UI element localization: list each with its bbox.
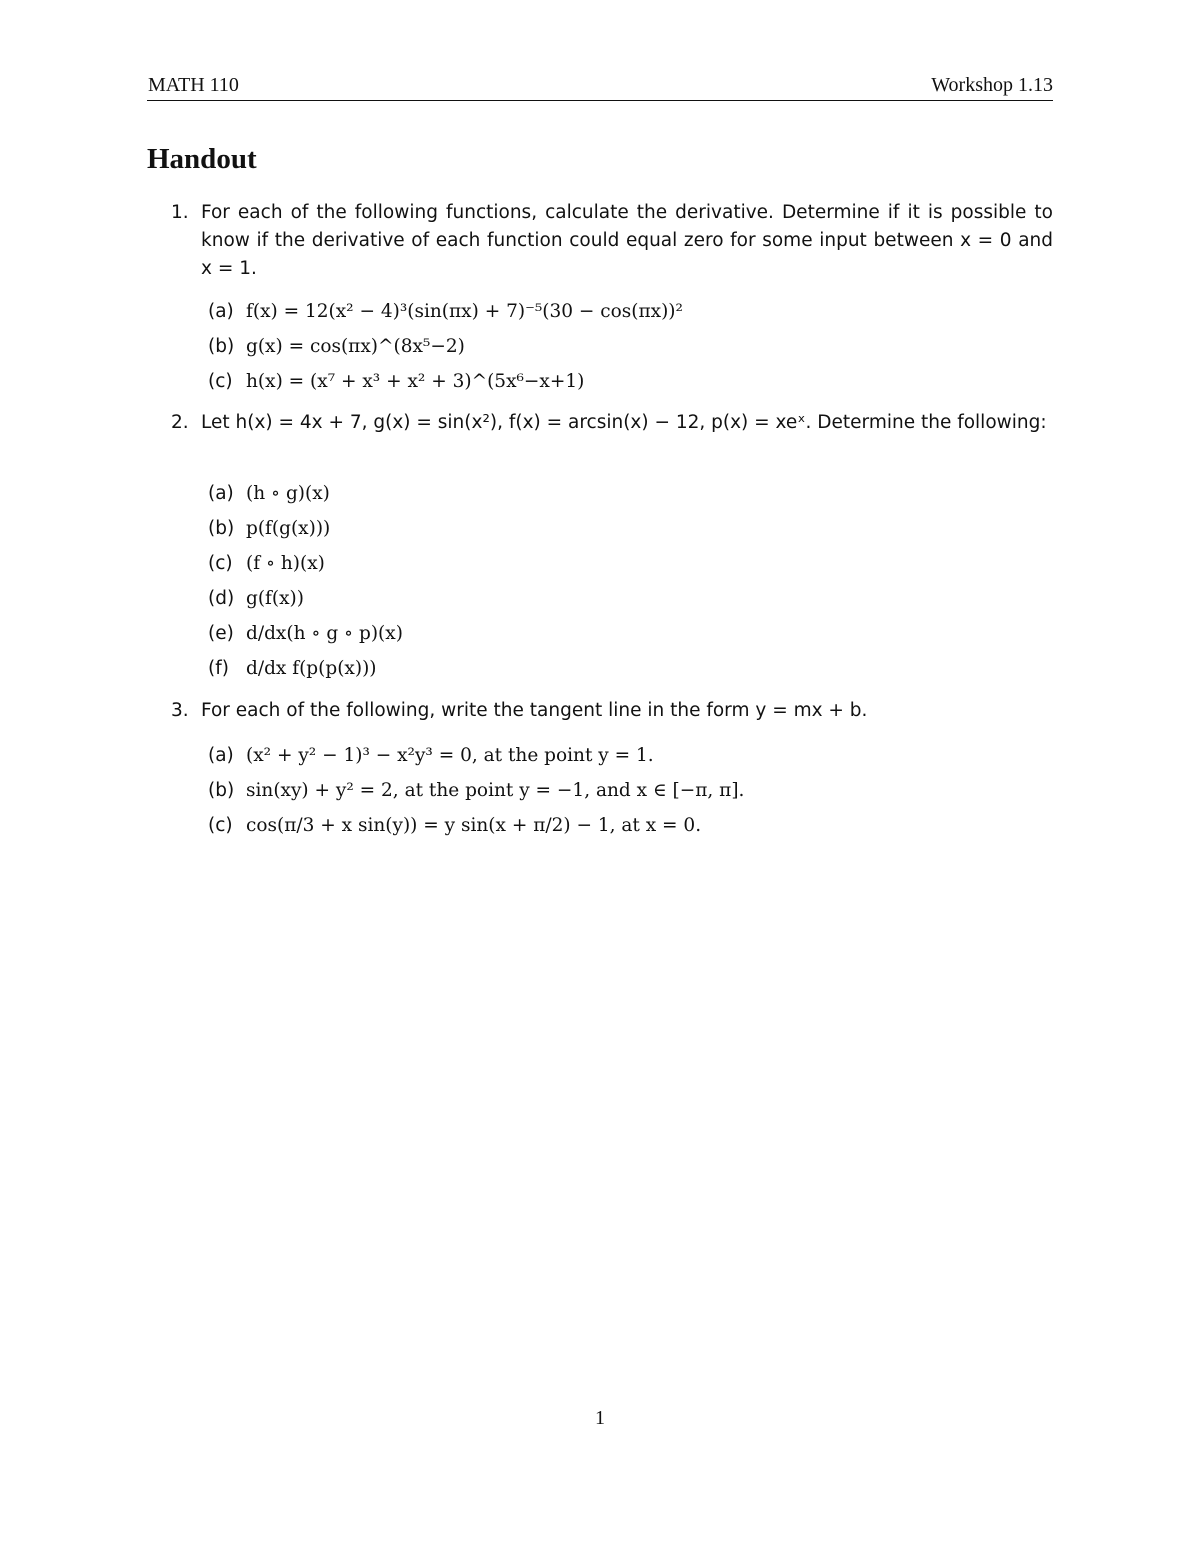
subitem-list — [208, 476, 1053, 686]
subitem — [208, 511, 1053, 546]
subitem-list — [208, 294, 1053, 399]
subitem — [208, 773, 1053, 808]
subitem-list — [208, 738, 1053, 843]
subitem-expression: sin(xy) + y² = 2, at the point y = −1, and x ∈ [−π, π]. — [246, 780, 745, 801]
subitem-expression: (f ∘ h)(x) — [246, 553, 325, 574]
problem-text: Let h(x) = 4x + 7, g(x) = sin(x²), f(x) = arcsin(x) − 12, p(x) = xeˣ. Determine the following: — [201, 412, 1047, 433]
subitem-expression: (h ∘ g)(x) — [246, 483, 330, 504]
header-workshop: Workshop 1.13 — [931, 74, 1053, 96]
problem-text: For each of the following, write the tangent line in the form y = mx + b. — [201, 700, 868, 721]
subitem-label: (a) — [208, 483, 234, 504]
subitem-expression: g(f(x)) — [246, 588, 304, 609]
problem-number: 2. — [171, 412, 189, 433]
problem-number: 1. — [171, 202, 189, 223]
subitem-label: (b) — [208, 780, 235, 801]
subitem — [208, 364, 1053, 399]
page-title: Handout — [147, 143, 257, 175]
subitem — [208, 546, 1053, 581]
header-rule — [147, 100, 1053, 101]
subitem-label: (a) — [208, 745, 234, 766]
subitem-expression: d/dx(h ∘ g ∘ p)(x) — [246, 623, 403, 644]
subitem-label: (c) — [208, 371, 233, 392]
problem-number: 3. — [171, 700, 189, 721]
subitem-label: (d) — [208, 588, 235, 609]
subitem — [208, 808, 1053, 843]
subitem-expression: p(f(g(x))) — [246, 518, 331, 539]
header-course: MATH 110 — [148, 74, 239, 96]
subitem — [208, 651, 1053, 686]
subitem — [208, 329, 1053, 364]
subitem-expression: cos(π/3 + x sin(y)) = y sin(x + π/2) − 1, at x = 0. — [246, 815, 702, 836]
subitem — [208, 476, 1053, 511]
problem-text: For each of the following functions, calculate the derivative. Determine if it is possible to know if the derivative of each function could equal zero for some input between x = 0 and x = 1. — [201, 202, 1053, 279]
subitem-label: (c) — [208, 815, 233, 836]
subitem — [208, 294, 1053, 329]
subitem — [208, 581, 1053, 616]
subitem — [208, 616, 1053, 651]
subitem-expression: (x² + y² − 1)³ − x²y³ = 0, at the point y = 1. — [246, 745, 654, 766]
subitem-label: (a) — [208, 301, 234, 322]
subitem-expression: g(x) = cos(πx)^(8x⁵−2) — [246, 336, 465, 357]
page-number: 1 — [595, 1407, 605, 1429]
subitem-expression: f(x) = 12(x² − 4)³(sin(πx) + 7)⁻⁵(30 − cos(πx))² — [246, 301, 683, 322]
subitem-expression: d/dx f(p(p(x))) — [246, 658, 377, 679]
subitem-label: (f) — [208, 658, 229, 679]
subitem-label: (b) — [208, 518, 235, 539]
subitem-label: (b) — [208, 336, 235, 357]
subitem-expression: h(x) = (x⁷ + x³ + x² + 3)^(5x⁶−x+1) — [246, 371, 585, 392]
subitem — [208, 738, 1053, 773]
subitem-label: (c) — [208, 553, 233, 574]
subitem-label: (e) — [208, 623, 234, 644]
